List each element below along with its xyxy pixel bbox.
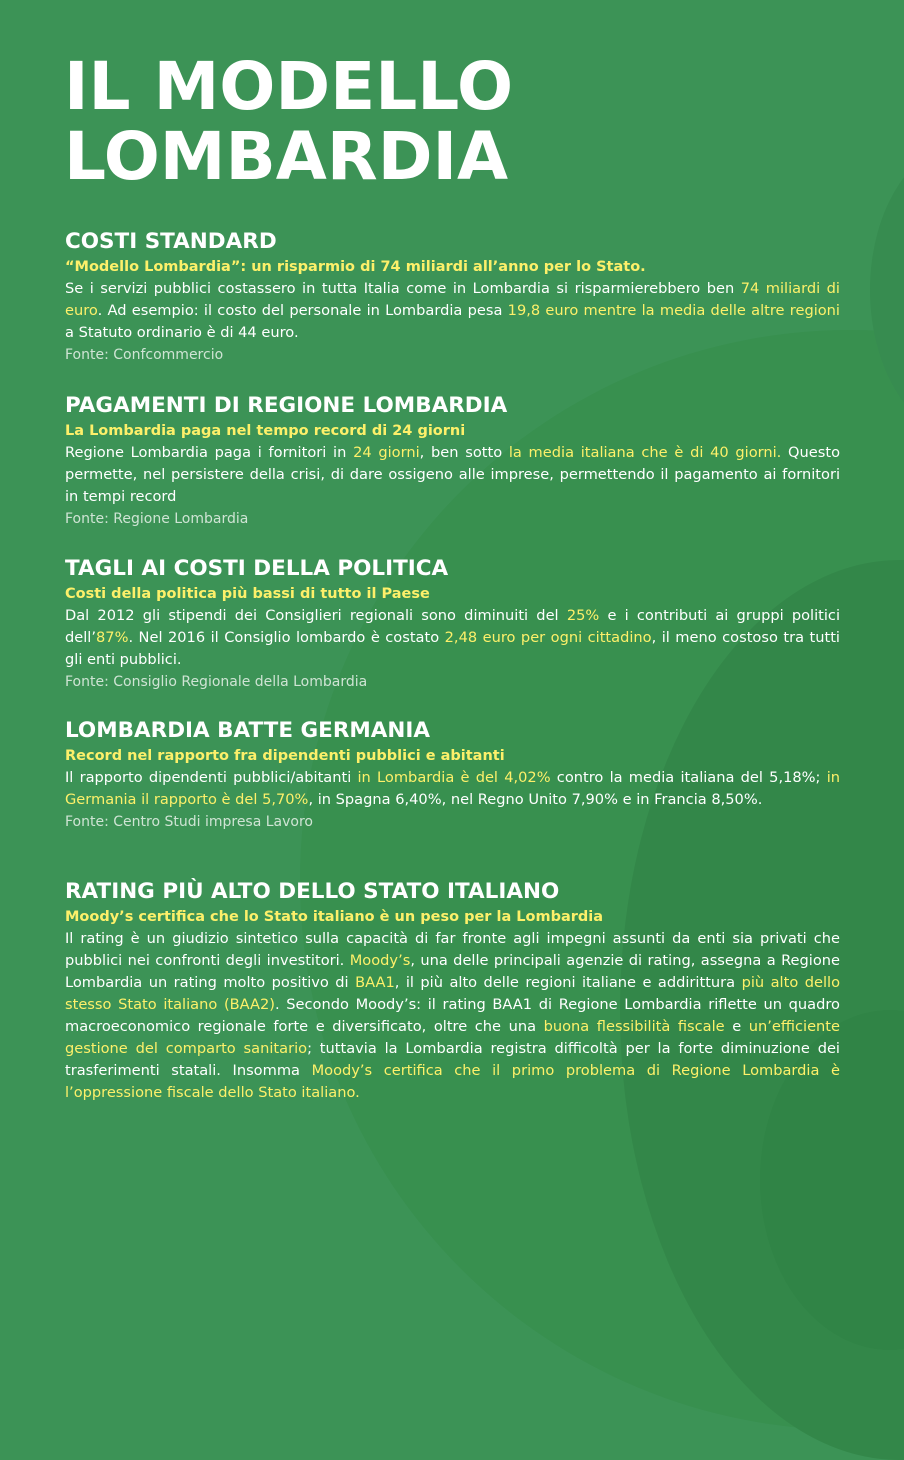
section-heading: LOMBARDIA BATTE GERMANIA <box>65 718 431 743</box>
highlighted-text: un’efficiente gestione del comparto sanitario <box>65 1018 840 1057</box>
body-text: Il rapporto dipendenti pubblici/abitanti <box>65 769 358 786</box>
body-text: . Ad esempio: il costo del personale in Lombardia pesa <box>97 302 508 319</box>
body-text: , in Spagna 6,40%, nel Regno Unito 7,90% e in Francia 8,50%. <box>308 791 763 808</box>
highlighted-text: la media italiana che è di 40 giorni. <box>508 444 782 461</box>
body-text: Regione Lombardia paga i fornitori in <box>65 444 354 461</box>
section-source: Fonte: Regione Lombardia <box>65 511 249 527</box>
highlighted-text: più alto dello stesso Stato italiano (BAA2) <box>65 974 840 1013</box>
body-text: Dal 2012 gli stipendi dei Consiglieri regionali sono diminuiti del <box>65 607 567 624</box>
highlighted-text: BAA1 <box>355 974 395 991</box>
highlighted-text: 74 miliardi di euro <box>65 280 840 319</box>
page-title-line-1: IL MODELLO <box>64 48 514 125</box>
highlighted-text: 24 giorni <box>353 444 420 461</box>
section-subtitle: La Lombardia paga nel tempo record di 24 giorni <box>65 423 466 439</box>
section-source: Fonte: Consiglio Regionale della Lombardia <box>65 674 368 690</box>
highlighted-text: 87% <box>96 629 129 646</box>
section-subtitle: Moody’s certifica che lo Stato italiano è un peso per la Lombardia <box>65 909 604 925</box>
highlighted-text: in Lombardia è del 4,02% <box>357 769 551 786</box>
section-body <box>65 278 840 344</box>
section-source: Fonte: Confcommercio <box>65 347 224 363</box>
section-heading: TAGLI AI COSTI DELLA POLITICA <box>65 556 449 581</box>
section-subtitle: “Modello Lombardia”: un risparmio di 74 miliardi all’anno per lo Stato. <box>65 259 646 275</box>
section-source: Fonte: Centro Studi impresa Lavoro <box>65 814 313 830</box>
section-tagli-politica <box>65 554 840 693</box>
highlighted-text: 2,48 euro per ogni cittadino <box>444 629 652 646</box>
highlighted-text: 19,8 euro mentre la media delle altre regioni <box>507 302 840 319</box>
section-body <box>65 767 840 811</box>
body-text: e <box>724 1018 749 1035</box>
highlighted-text: buona flessibilità fiscale <box>543 1018 725 1035</box>
body-text: Il rating è un giudizio sintetico sulla capacità di far fronte agli impegni assunti da enti sia privati che pubblici nei confronti degli investitori. <box>65 930 840 969</box>
body-text: , ben sotto <box>419 444 509 461</box>
section-rating <box>65 877 840 1104</box>
section-subtitle: Record nel rapporto fra dipendenti pubblici e abitanti <box>65 748 505 764</box>
body-text: Questo permette, nel persistere della crisi, di dare ossigeno alle imprese, permettendo il pagamento ai fornitori in tempi record <box>65 444 841 505</box>
section-body <box>65 928 840 1104</box>
section-costi-standard <box>65 227 840 366</box>
section-body <box>65 442 840 508</box>
body-text: , il più alto delle regioni italiane e addirittura <box>394 974 742 991</box>
section-subtitle: Costi della politica più bassi di tutto il Paese <box>65 586 430 602</box>
section-batte-germania <box>65 716 840 833</box>
body-text: a Statuto ordinario è di 44 euro. <box>65 324 299 341</box>
page-title-line-2: LOMBARDIA <box>64 118 509 195</box>
section-heading: PAGAMENTI DI REGIONE LOMBARDIA <box>65 393 508 418</box>
highlighted-text: in Germania il rapporto è del 5,70% <box>65 769 840 808</box>
body-text: . Secondo Moody’s: il rating BAA1 di Regione Lombardia riflette un quadro macroeconomico regionale forte e diversificato, oltre che una <box>65 996 840 1035</box>
body-text: . Nel 2016 il Consiglio lombardo è costato <box>128 629 445 646</box>
highlighted-text: Moody’s <box>349 952 411 969</box>
body-text: contro la media italiana del 5,18%; <box>550 769 827 786</box>
highlighted-text: 25% <box>566 607 600 624</box>
section-body <box>65 605 840 671</box>
body-text: e i contributi ai gruppi politici dell’ <box>65 607 841 646</box>
body-text: ; tuttavia la Lombardia registra difficoltà per la forte diminuzione dei trasferimenti statali. Insomma <box>65 1040 840 1079</box>
body-text: , una delle principali agenzie di rating, assegna a Regione Lombardia un rating molto positivo di <box>65 952 841 991</box>
page-title <box>64 48 864 195</box>
body-text: Se i servizi pubblici costassero in tutta Italia come in Lombardia si risparmierebbero ben <box>65 280 741 297</box>
section-heading: COSTI STANDARD <box>65 229 277 254</box>
section-pagamenti <box>65 391 840 530</box>
section-heading: RATING PIÙ ALTO DELLO STATO ITALIANO <box>65 879 560 904</box>
body-text: , il meno costoso tra tutti gli enti pubblici. <box>65 629 840 668</box>
highlighted-text: Moody’s certifica che il primo problema di Regione Lombardia è l’oppressione fiscale dello Stato italiano. <box>65 1062 840 1101</box>
